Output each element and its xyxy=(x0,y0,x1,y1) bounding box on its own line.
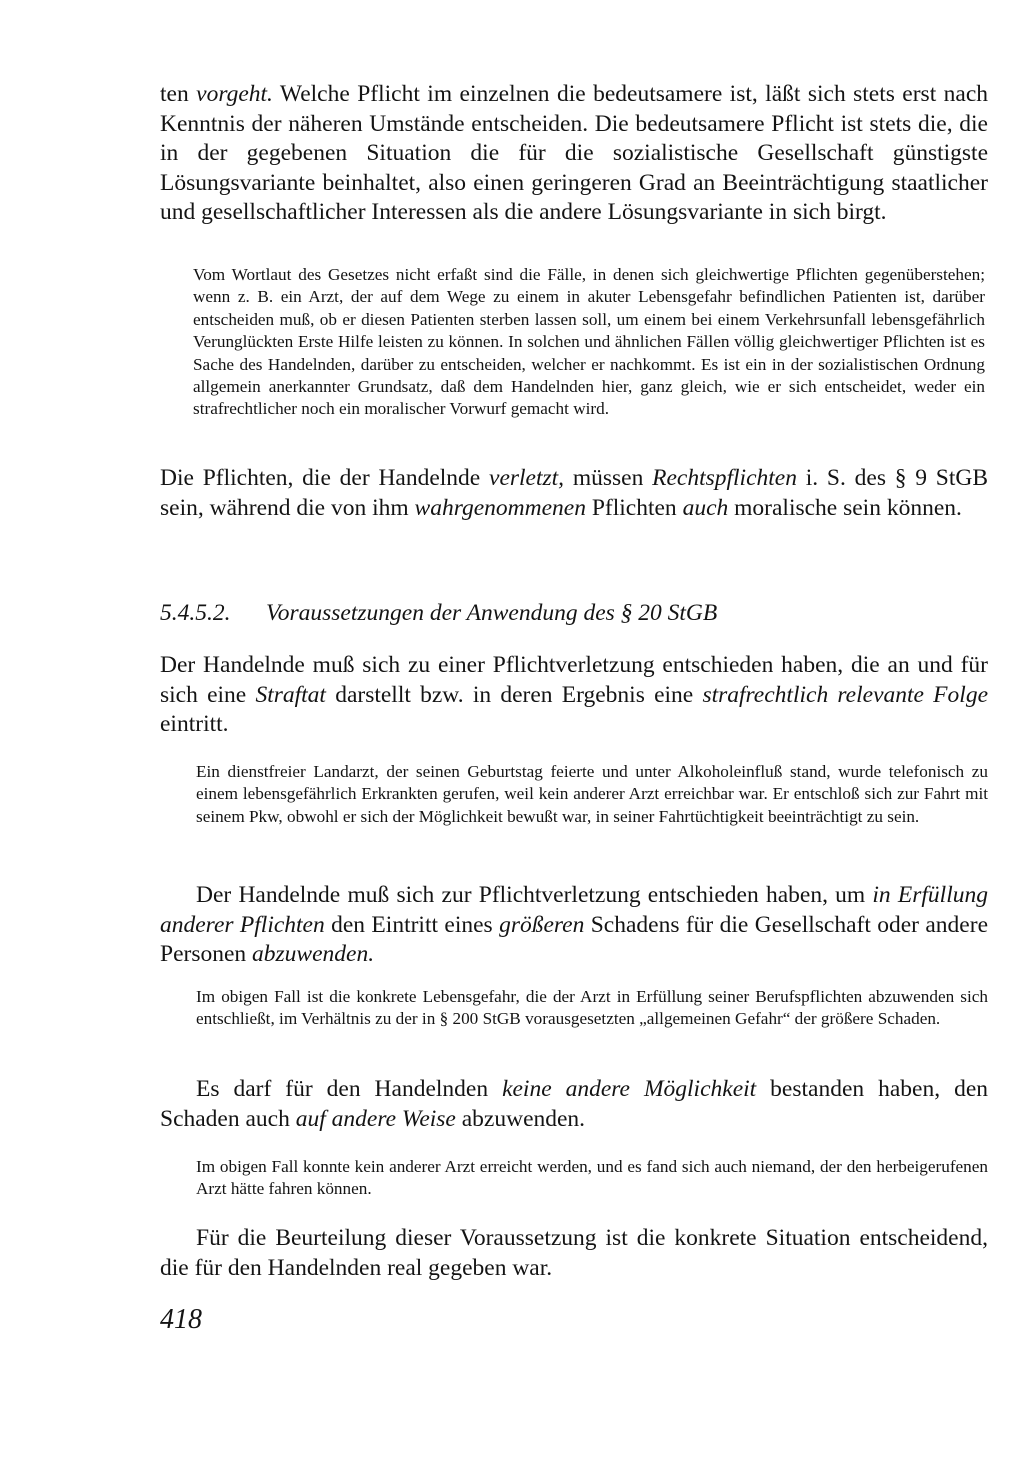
text-run: abzuwenden. xyxy=(455,1105,586,1132)
text-run: den Eintritt eines xyxy=(324,911,500,938)
text-run: müssen xyxy=(564,465,653,491)
emphasis-text: verletzt, xyxy=(489,465,565,491)
text-run: eintritt. xyxy=(160,711,229,737)
paragraph-5 xyxy=(160,1075,988,1134)
section-number: 5.4.5.2. xyxy=(160,600,231,626)
emphasis-text: wahrgenommenen xyxy=(414,494,586,521)
emphasis-text: abzuwenden. xyxy=(252,941,375,967)
example-note-2 xyxy=(196,761,988,828)
text-run: Vom Wortlaut des Gesetzes nicht erfaßt sind die Fälle, in denen sich gleichwertige Pflichten gegenüberstehen; wenn z. B. ein Arzt, der auf dem Wege zu einem in akuter Lebensgefahr befindlichen Patienten ist, darüber entscheiden muß, ob er diesen Patienten sterben lassen soll, um einem bei einem Verkehrsunfall lebensgefährlich Verunglückten Erste Hilfe leisten zu können. In solchen und ähnlichen Fällen völlig gleichwertiger Pflichten ist es Sache des Handelnden, darüber zu entscheiden, welcher er nachkommt. Es ist ein in der sozialistischen Ordnung allgemein anerkannter Grundsatz, daß dem Handelnden hier, ganz gleich, wie er sich entscheidet, weder ein strafrechtlicher noch ein moralischer Vorwurf gemacht wird. xyxy=(193,265,985,419)
emphasis-text: strafrechtlich relevante Folge xyxy=(702,681,988,708)
example-note-1 xyxy=(193,264,985,421)
paragraph-2 xyxy=(160,464,988,523)
text-run: bestanden haben, den Schaden auch xyxy=(160,1076,988,1132)
paragraph-1 xyxy=(160,80,988,228)
text-run: Der Handelnde muß sich zu einer Pflichtverletzung entschieden haben, die an und für sich eine xyxy=(160,652,988,708)
paragraph-4 xyxy=(160,881,988,970)
text-run: Die Pflichten, die der Handelnde xyxy=(160,465,490,491)
text-run: Der Handelnde muß sich zur Pflichtverletzung entschieden haben, um xyxy=(196,882,873,908)
text-run: Es darf für den Handelnden xyxy=(196,1076,503,1102)
emphasis-text: auf andere Weise xyxy=(295,1105,456,1132)
text-run: Ein dienstfreier Landarzt, der seinen Geburtstag feierte und unter Alkoholeinfluß stand, wurde telefonisch zu einem lebensgefährlich Erkrankten gerufen, weil kein anderer Arzt erreichbar war. Er entschloß sich zur Fahrt mit seinem Pkw, obwohl er sich der Möglichkeit bewußt war, in seiner Fahrtüchtigkeit beeinträchtigt zu sein. xyxy=(196,762,988,826)
emphasis-text: größeren xyxy=(499,911,585,938)
emphasis-text: Rechtspflichten xyxy=(652,465,797,491)
text-run: Schadens für die Gesellschaft oder andere Personen xyxy=(160,911,988,967)
example-note-4 xyxy=(196,1156,988,1201)
text-run: Im obigen Fall ist die konkrete Lebensgefahr, die der Arzt in Erfüllung seiner Berufspflichten abzuwenden sich entschließt, im Verhältnis zu der in § 200 StGB vorausgesetzten „allgemeinen Gefahr“ der größere Schaden. xyxy=(196,987,988,1029)
emphasis-text: vorgeht. xyxy=(196,81,273,107)
page-number: 418 xyxy=(160,1304,202,1335)
section-title: Voraussetzungen der Anwendung des § 20 StGB xyxy=(266,600,718,626)
text-run: Im obigen Fall konnte kein anderer Arzt erreicht werden, und es fand sich auch niemand, der den herbeigerufenen Arzt hätte fahren können. xyxy=(196,1157,988,1199)
text-run: i. S. des § 9 StGB sein, während die von ihm xyxy=(160,465,989,521)
text-run: ten xyxy=(160,81,197,107)
text-run: Pflichten xyxy=(585,494,683,521)
emphasis-text: auch xyxy=(682,494,729,521)
text-run: moralische sein können. xyxy=(728,494,962,521)
emphasis-text: keine andere Möglichkeit xyxy=(502,1076,757,1102)
example-note-3 xyxy=(196,986,988,1031)
text-run: darstellt bzw. in deren Ergebnis eine xyxy=(325,681,703,708)
emphasis-text: in Erfüllung anderer Pflichten xyxy=(160,882,988,938)
section-heading xyxy=(160,598,988,628)
text-run: Welche Pflicht im einzelnen die bedeutsamere ist, läßt sich stets erst nach Kenntnis der näheren Umstände entscheiden. Die bedeutsamere Pflicht ist stets die, die in der gegebenen Situation die für die sozialistische Gesellschaft günstigste Lösungsvariante beinhaltet, also einen geringeren Grad an Beeinträchtigung staatlicher und gesellschaftlicher Interessen als die andere Lösungsvariante in sich birgt. xyxy=(160,81,989,225)
emphasis-text: Straftat xyxy=(255,681,326,708)
text-run: Für die Beurteilung dieser Voraussetzung ist die konkrete Situation entscheidend, die für den Handelnden real gegeben war. xyxy=(160,1225,988,1281)
paragraph-6 xyxy=(160,1224,988,1283)
paragraph-3 xyxy=(160,651,988,740)
